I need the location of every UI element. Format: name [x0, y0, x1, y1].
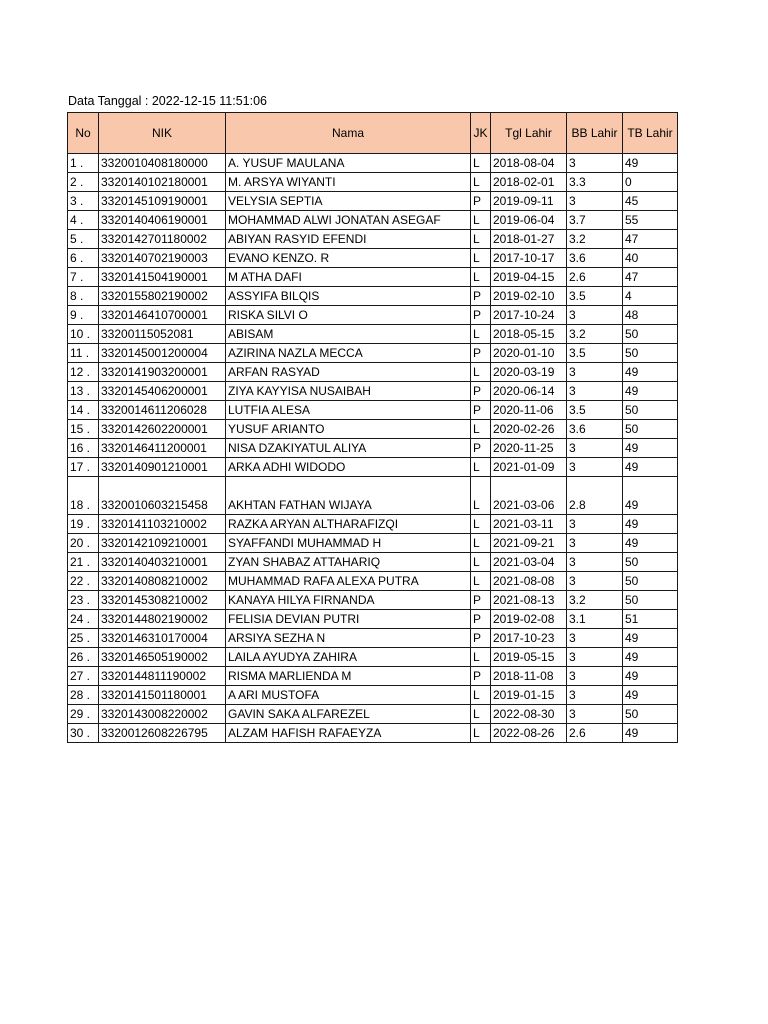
nik-cell: 3320144811190002 [99, 667, 226, 686]
table-row [68, 724, 678, 743]
bb-lahir-cell: 3 [567, 686, 623, 705]
jk-cell: L [471, 686, 491, 705]
nama-cell: YUSUF ARIANTO [226, 420, 471, 439]
tgl-lahir-cell: 2018-11-08 [491, 667, 567, 686]
table-row [68, 572, 678, 591]
tgl-lahir-cell: 2020-11-06 [491, 401, 567, 420]
table-row [68, 686, 678, 705]
jk-cell: P [471, 287, 491, 306]
tb-lahir-cell: 49 [623, 515, 678, 534]
tgl-lahir-cell: 2021-08-08 [491, 572, 567, 591]
tgl-lahir-cell: 2019-09-11 [491, 192, 567, 211]
nik-cell: 3320140808210002 [99, 572, 226, 591]
nik-cell: 3320155802190002 [99, 287, 226, 306]
table-row [68, 306, 678, 325]
bb-lahir-cell: 3.2 [567, 325, 623, 344]
tb-lahir-cell: 49 [623, 648, 678, 667]
bb-lahir-cell: 3.3 [567, 173, 623, 192]
nik-cell: 3320145001200004 [99, 344, 226, 363]
row-number-cell: 8 . [68, 287, 99, 306]
table-row [68, 629, 678, 648]
table-row [68, 420, 678, 439]
nik-cell: 3320145109190001 [99, 192, 226, 211]
row-number-cell: 7 . [68, 268, 99, 287]
jk-cell: L [471, 268, 491, 287]
row-number-cell: 10 . [68, 325, 99, 344]
nama-cell: VELYSIA SEPTIA [226, 192, 471, 211]
tb-lahir-cell: 49 [623, 724, 678, 743]
nama-cell: AKHTAN FATHAN WIJAYA [226, 477, 471, 515]
nama-cell: KANAYA HILYA FIRNANDA [226, 591, 471, 610]
bb-lahir-cell: 3 [567, 382, 623, 401]
tb-lahir-cell: 0 [623, 173, 678, 192]
tb-lahir-cell: 50 [623, 401, 678, 420]
nik-cell: 33200115052081 [99, 325, 226, 344]
row-number-cell: 23 . [68, 591, 99, 610]
jk-cell: L [471, 211, 491, 230]
column-header-bb-lahir: BB Lahir [567, 113, 623, 154]
tb-lahir-cell: 50 [623, 344, 678, 363]
table-row [68, 534, 678, 553]
table-row [68, 230, 678, 249]
tgl-lahir-cell: 2019-02-08 [491, 610, 567, 629]
table-row [68, 287, 678, 306]
row-number-cell: 5 . [68, 230, 99, 249]
bb-lahir-cell: 2.8 [567, 477, 623, 515]
tgl-lahir-cell: 2020-11-25 [491, 439, 567, 458]
table-body [68, 154, 678, 743]
table-row [68, 515, 678, 534]
column-header-no: No [68, 113, 99, 154]
tgl-lahir-cell: 2022-08-26 [491, 724, 567, 743]
tgl-lahir-cell: 2019-04-15 [491, 268, 567, 287]
bb-lahir-cell: 3 [567, 705, 623, 724]
nik-cell: 3320145308210002 [99, 591, 226, 610]
bb-lahir-cell: 3 [567, 439, 623, 458]
table-row [68, 382, 678, 401]
tb-lahir-cell: 55 [623, 211, 678, 230]
row-number-cell: 1 . [68, 154, 99, 173]
bb-lahir-cell: 3.2 [567, 230, 623, 249]
jk-cell: P [471, 629, 491, 648]
column-header-nik: NIK [99, 113, 226, 154]
row-number-cell: 18 . [68, 477, 99, 515]
nama-cell: RISKA SILVI O [226, 306, 471, 325]
tgl-lahir-cell: 2018-01-27 [491, 230, 567, 249]
table-row [68, 439, 678, 458]
bb-lahir-cell: 3 [567, 458, 623, 477]
tb-lahir-cell: 50 [623, 420, 678, 439]
tgl-lahir-cell: 2021-01-09 [491, 458, 567, 477]
bb-lahir-cell: 2.6 [567, 724, 623, 743]
nama-cell: A ARI MUSTOFA [226, 686, 471, 705]
tgl-lahir-cell: 2021-09-21 [491, 534, 567, 553]
nik-cell: 3320142109210001 [99, 534, 226, 553]
jk-cell: P [471, 344, 491, 363]
table-row [68, 553, 678, 572]
tb-lahir-cell: 45 [623, 192, 678, 211]
row-number-cell: 30 . [68, 724, 99, 743]
tb-lahir-cell: 50 [623, 325, 678, 344]
tb-lahir-cell: 47 [623, 230, 678, 249]
nik-cell: 3320012608226795 [99, 724, 226, 743]
nik-cell: 3320140901210001 [99, 458, 226, 477]
jk-cell: L [471, 230, 491, 249]
row-number-cell: 20 . [68, 534, 99, 553]
jk-cell: L [471, 724, 491, 743]
bb-lahir-cell: 2.6 [567, 268, 623, 287]
table-row [68, 211, 678, 230]
row-number-cell: 6 . [68, 249, 99, 268]
row-number-cell: 11 . [68, 344, 99, 363]
table-row [68, 173, 678, 192]
tb-lahir-cell: 49 [623, 382, 678, 401]
jk-cell: P [471, 667, 491, 686]
table-row [68, 249, 678, 268]
table-row [68, 477, 678, 515]
table-row [68, 648, 678, 667]
nama-cell: RISMA MARLIENDA M [226, 667, 471, 686]
tgl-lahir-cell: 2019-01-15 [491, 686, 567, 705]
tb-lahir-cell: 49 [623, 458, 678, 477]
bb-lahir-cell: 3.1 [567, 610, 623, 629]
tgl-lahir-cell: 2021-03-11 [491, 515, 567, 534]
children-birth-data-table [67, 112, 678, 743]
table-header-row [68, 113, 678, 154]
row-number-cell: 16 . [68, 439, 99, 458]
tgl-lahir-cell: 2017-10-24 [491, 306, 567, 325]
bb-lahir-cell: 3.7 [567, 211, 623, 230]
nama-cell: EVANO KENZO. R [226, 249, 471, 268]
bb-lahir-cell: 3 [567, 648, 623, 667]
nama-cell: SYAFFANDI MUHAMMAD H [226, 534, 471, 553]
tb-lahir-cell: 50 [623, 591, 678, 610]
jk-cell: L [471, 458, 491, 477]
table-row [68, 154, 678, 173]
nama-cell: M. ARSYA WIYANTI [226, 173, 471, 192]
nik-cell: 3320143008220002 [99, 705, 226, 724]
tgl-lahir-cell: 2021-08-13 [491, 591, 567, 610]
nama-cell: RAZKA ARYAN ALTHARAFIZQI [226, 515, 471, 534]
row-number-cell: 28 . [68, 686, 99, 705]
jk-cell: L [471, 572, 491, 591]
nik-cell: 3320010408180000 [99, 154, 226, 173]
tgl-lahir-cell: 2020-01-10 [491, 344, 567, 363]
jk-cell: L [471, 173, 491, 192]
bb-lahir-cell: 3 [567, 553, 623, 572]
nama-cell: ASSYIFA BILQIS [226, 287, 471, 306]
nik-cell: 3320142602200001 [99, 420, 226, 439]
table-row [68, 610, 678, 629]
nik-cell: 3320145406200001 [99, 382, 226, 401]
tb-lahir-cell: 50 [623, 553, 678, 572]
row-number-cell: 14 . [68, 401, 99, 420]
jk-cell: L [471, 249, 491, 268]
jk-cell: L [471, 534, 491, 553]
bb-lahir-cell: 3 [567, 629, 623, 648]
tb-lahir-cell: 47 [623, 268, 678, 287]
row-number-cell: 27 . [68, 667, 99, 686]
nik-cell: 3320146410700001 [99, 306, 226, 325]
tgl-lahir-cell: 2020-06-14 [491, 382, 567, 401]
table-row [68, 401, 678, 420]
column-header-tgl-lahir: Tgl Lahir [491, 113, 567, 154]
tgl-lahir-cell: 2019-02-10 [491, 287, 567, 306]
nama-cell: FELISIA DEVIAN PUTRI [226, 610, 471, 629]
nik-cell: 3320014611206028 [99, 401, 226, 420]
tb-lahir-cell: 50 [623, 705, 678, 724]
jk-cell: L [471, 325, 491, 344]
nama-cell: LAILA AYUDYA ZAHIRA [226, 648, 471, 667]
jk-cell: P [471, 382, 491, 401]
table-row [68, 667, 678, 686]
bb-lahir-cell: 3 [567, 667, 623, 686]
nama-cell: ZYAN SHABAZ ATTAHARIQ [226, 553, 471, 572]
nik-cell: 3320144802190002 [99, 610, 226, 629]
tb-lahir-cell: 49 [623, 686, 678, 705]
nama-cell: M ATHA DAFI [226, 268, 471, 287]
tgl-lahir-cell: 2019-06-04 [491, 211, 567, 230]
nama-cell: LUTFIA ALESA [226, 401, 471, 420]
nik-cell: 3320142701180002 [99, 230, 226, 249]
nik-cell: 3320140403210001 [99, 553, 226, 572]
table-row [68, 591, 678, 610]
column-header-tb-lahir: TB Lahir [623, 113, 678, 154]
nama-cell: NISA DZAKIYATUL ALIYA [226, 439, 471, 458]
jk-cell: P [471, 591, 491, 610]
jk-cell: L [471, 515, 491, 534]
row-number-cell: 17 . [68, 458, 99, 477]
nama-cell: ARFAN RASYAD [226, 363, 471, 382]
tb-lahir-cell: 49 [623, 477, 678, 515]
row-number-cell: 25 . [68, 629, 99, 648]
tgl-lahir-cell: 2019-05-15 [491, 648, 567, 667]
jk-cell: L [471, 648, 491, 667]
jk-cell: P [471, 306, 491, 325]
nama-cell: MOHAMMAD ALWI JONATAN ASEGAF [226, 211, 471, 230]
bb-lahir-cell: 3.5 [567, 344, 623, 363]
nama-cell: ABIYAN RASYID EFENDI [226, 230, 471, 249]
jk-cell: P [471, 610, 491, 629]
bb-lahir-cell: 3.5 [567, 401, 623, 420]
nik-cell: 3320146411200001 [99, 439, 226, 458]
tb-lahir-cell: 49 [623, 667, 678, 686]
bb-lahir-cell: 3 [567, 363, 623, 382]
tb-lahir-cell: 50 [623, 572, 678, 591]
nama-cell: A. YUSUF MAULANA [226, 154, 471, 173]
tb-lahir-cell: 4 [623, 287, 678, 306]
tgl-lahir-cell: 2021-03-04 [491, 553, 567, 572]
tb-lahir-cell: 49 [623, 534, 678, 553]
row-number-cell: 22 . [68, 572, 99, 591]
nama-cell: AZIRINA NAZLA MECCA [226, 344, 471, 363]
table-row [68, 344, 678, 363]
jk-cell: L [471, 553, 491, 572]
jk-cell: L [471, 154, 491, 173]
jk-cell: P [471, 401, 491, 420]
row-number-cell: 12 . [68, 363, 99, 382]
column-header-jk: JK [471, 113, 491, 154]
tgl-lahir-cell: 2022-08-30 [491, 705, 567, 724]
table-row [68, 363, 678, 382]
tgl-lahir-cell: 2018-02-01 [491, 173, 567, 192]
nik-cell: 3320146310170004 [99, 629, 226, 648]
tgl-lahir-cell: 2020-03-19 [491, 363, 567, 382]
nama-cell: ALZAM HAFISH RAFAEYZA [226, 724, 471, 743]
data-date-caption: Data Tanggal : 2022-12-15 11:51:06 [68, 94, 267, 108]
nik-cell: 3320140102180001 [99, 173, 226, 192]
nama-cell: ABISAM [226, 325, 471, 344]
nik-cell: 3320141504190001 [99, 268, 226, 287]
bb-lahir-cell: 3.5 [567, 287, 623, 306]
row-number-cell: 19 . [68, 515, 99, 534]
tgl-lahir-cell: 2020-02-26 [491, 420, 567, 439]
tgl-lahir-cell: 2021-03-06 [491, 477, 567, 515]
jk-cell: L [471, 363, 491, 382]
tgl-lahir-cell: 2017-10-23 [491, 629, 567, 648]
jk-cell: L [471, 477, 491, 515]
row-number-cell: 15 . [68, 420, 99, 439]
table-row [68, 458, 678, 477]
table-row [68, 192, 678, 211]
nama-cell: MUHAMMAD RAFA ALEXA PUTRA [226, 572, 471, 591]
bb-lahir-cell: 3 [567, 572, 623, 591]
tb-lahir-cell: 49 [623, 363, 678, 382]
tgl-lahir-cell: 2018-08-04 [491, 154, 567, 173]
nama-cell: ARKA ADHI WIDODO [226, 458, 471, 477]
row-number-cell: 2 . [68, 173, 99, 192]
nama-cell: ARSIYA SEZHA N [226, 629, 471, 648]
tgl-lahir-cell: 2017-10-17 [491, 249, 567, 268]
nama-cell: ZIYA KAYYISA NUSAIBAH [226, 382, 471, 401]
bb-lahir-cell: 3 [567, 154, 623, 173]
nik-cell: 3320141903200001 [99, 363, 226, 382]
jk-cell: L [471, 705, 491, 724]
nik-cell: 3320140406190001 [99, 211, 226, 230]
row-number-cell: 4 . [68, 211, 99, 230]
tb-lahir-cell: 49 [623, 154, 678, 173]
table-row [68, 325, 678, 344]
tb-lahir-cell: 51 [623, 610, 678, 629]
tgl-lahir-cell: 2018-05-15 [491, 325, 567, 344]
row-number-cell: 21 . [68, 553, 99, 572]
nama-cell: GAVIN SAKA ALFAREZEL [226, 705, 471, 724]
nik-cell: 3320146505190002 [99, 648, 226, 667]
nik-cell: 3320141501180001 [99, 686, 226, 705]
table-row [68, 705, 678, 724]
table-row [68, 268, 678, 287]
jk-cell: P [471, 192, 491, 211]
bb-lahir-cell: 3.6 [567, 249, 623, 268]
row-number-cell: 13 . [68, 382, 99, 401]
bb-lahir-cell: 3 [567, 192, 623, 211]
bb-lahir-cell: 3 [567, 534, 623, 553]
bb-lahir-cell: 3.2 [567, 591, 623, 610]
bb-lahir-cell: 3 [567, 306, 623, 325]
row-number-cell: 26 . [68, 648, 99, 667]
tb-lahir-cell: 49 [623, 629, 678, 648]
column-header-nama: Nama [226, 113, 471, 154]
row-number-cell: 29 . [68, 705, 99, 724]
bb-lahir-cell: 3.6 [567, 420, 623, 439]
row-number-cell: 9 . [68, 306, 99, 325]
tb-lahir-cell: 40 [623, 249, 678, 268]
jk-cell: P [471, 439, 491, 458]
tb-lahir-cell: 49 [623, 439, 678, 458]
nik-cell: 3320141103210002 [99, 515, 226, 534]
row-number-cell: 24 . [68, 610, 99, 629]
nik-cell: 3320010603215458 [99, 477, 226, 515]
tb-lahir-cell: 48 [623, 306, 678, 325]
bb-lahir-cell: 3 [567, 515, 623, 534]
nik-cell: 3320140702190003 [99, 249, 226, 268]
row-number-cell: 3 . [68, 192, 99, 211]
jk-cell: L [471, 420, 491, 439]
